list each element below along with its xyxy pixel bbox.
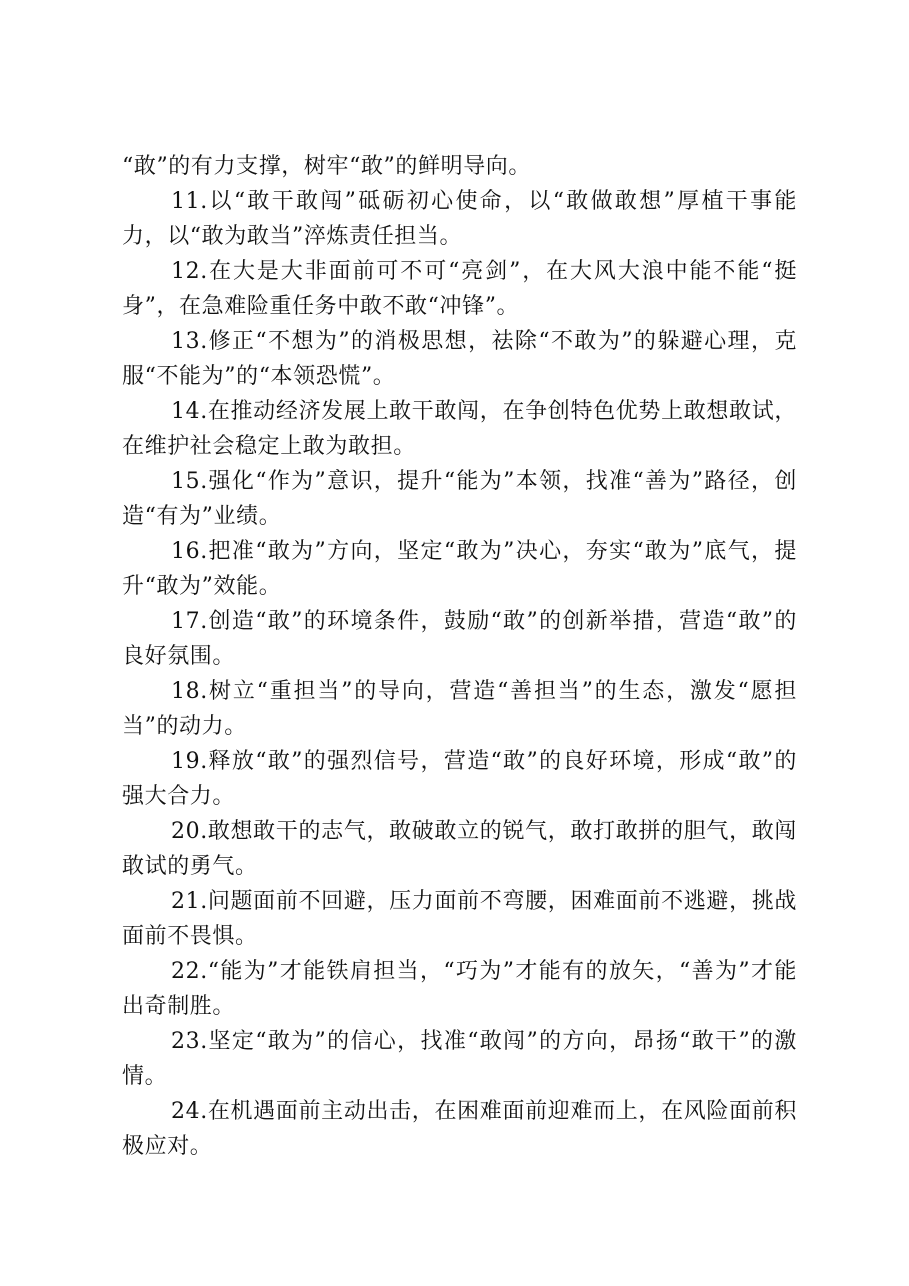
paragraph-item-13: 13.修正“不想为”的消极思想，祛除“不敢为”的躲避心理，克服“不能为”的“本领恐慌”。 — [122, 329, 797, 389]
paragraph-item-23: 23.坚定“敢为”的信心，找准“敢闯”的方向，昂扬“敢干”的激情。 — [122, 1029, 797, 1089]
paragraph-item-16: 16.把准“敢为”方向，坚定“敢为”决心，夯实“敢为”底气，提升“敢为”效能。 — [122, 539, 797, 599]
paragraph-item-24: 24.在机遇面前主动出击，在困难面前迎难而上，在风险面前积极应对。 — [122, 1099, 797, 1159]
paragraph-continuation: “敢”的有力支撑，树牢“敢”的鲜明导向。 — [122, 154, 531, 179]
paragraph-item-14: 14.在推动经济发展上敢干敢闯，在争创特色优势上敢想敢试，在维护社会稳定上敢为敢担。 — [122, 399, 797, 459]
paragraph-item-22: 22.“能为”才能铁肩担当，“巧为”才能有的放矢，“善为”才能出奇制胜。 — [122, 959, 797, 1019]
paragraph-item-18: 18.树立“重担当”的导向，营造“善担当”的生态，激发“愿担当”的动力。 — [122, 679, 797, 739]
paragraph-item-20: 20.敢想敢干的志气，敢破敢立的锐气，敢打敢拼的胆气，敢闯敢试的勇气。 — [122, 819, 797, 879]
paragraph-item-19: 19.释放“敢”的强烈信号，营造“敢”的良好环境，形成“敢”的强大合力。 — [122, 749, 797, 809]
paragraph-item-12: 12.在大是大非面前可不可“亮剑”，在大风大浪中能不能“挺身”，在急难险重任务中敢不敢“冲锋”。 — [122, 259, 797, 319]
paragraph-item-21: 21.问题面前不回避，压力面前不弯腰，困难面前不逃避，挑战面前不畏惧。 — [122, 889, 797, 949]
paragraph-item-17: 17.创造“敢”的环境条件，鼓励“敢”的创新举措，营造“敢”的良好氛围。 — [122, 609, 797, 669]
document-body — [122, 149, 797, 1164]
paragraph-item-15: 15.强化“作为”意识，提升“能为”本领，找准“善为”路径，创造“有为”业绩。 — [122, 469, 797, 529]
paragraph-item-11: 11.以“敢干敢闯”砥砺初心使命，以“敢做敢想”厚植干事能力，以“敢为敢当”淬炼责任担当。 — [122, 189, 797, 249]
